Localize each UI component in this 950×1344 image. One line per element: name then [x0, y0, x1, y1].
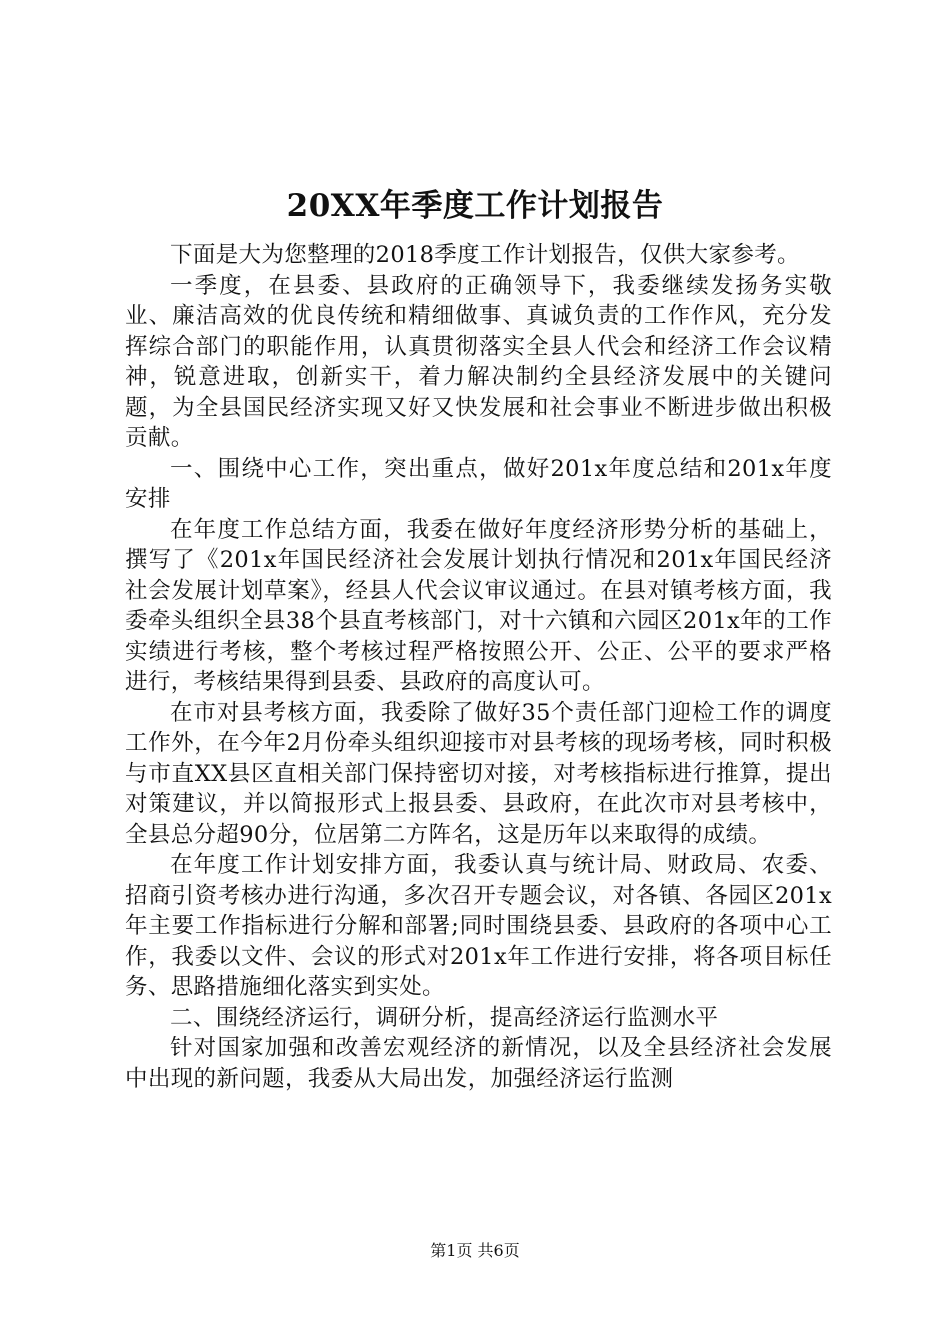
paragraph-q1-summary: 一季度，在县委、县政府的正确领导下，我委继续发扬务实敬业、廉洁高效的优良传统和精细做事、真诚负责的工作作风，充分发挥综合部门的职能作用，认真贯彻落实全县人代会和经济工作会议精神，锐意进取，创新实干，着力解决制约全县经济发展中的关键问题，为全县国民经济实现又好又快发展和社会事业不断进步做出积极贡献。: [125, 272, 832, 451]
document-title: 20XX年季度工作计划报告: [286, 188, 664, 224]
paragraph-intro: 下面是大为您整理的2018季度工作计划报告，仅供大家参考。: [170, 242, 800, 268]
paragraph-annual-summary: 在年度工作总结方面，我委在做好年度经济形势分析的基础上，撰写了《201x年国民经济社会发展计划执行情况和201x年国民经济社会发展计划草案》，经县人代会议审议通过。在县对镇考核方面，我委牵头组织全县38个县直考核部门，对十六镇和六园区201x年的工作实绩进行考核，整个考核过程严格按照公开、公正、公平的要求严格进行，考核结果得到县委、县政府的高度认可。: [125, 516, 832, 695]
paragraph-macro-monitoring: 针对国家加强和改善宏观经济的新情况，以及全县经济社会发展中出现的新问题，我委从大局出发，加强经济运行监测: [125, 1035, 832, 1092]
paragraph-city-assessment: 在市对县考核方面，我委除了做好35个责任部门迎检工作的调度工作外，在今年2月份牵头组织迎接市对县考核的现场考核，同时积极与市直XX县区直相关部门保持密切对接，对考核指标进行推算，提出对策建议，并以简报形式上报县委、县政府，在此次市对县考核中，全县总分超90分，位居第二方阵名，这是历年以来取得的成绩。: [125, 699, 832, 848]
page-footer: 第1页 共6页: [430, 1241, 520, 1260]
document-body: [125, 240, 832, 1094]
section-heading-2: 二、围绕经济运行，调研分析，提高经济运行监测水平: [170, 1004, 719, 1031]
paragraph-annual-plan: 在年度工作计划安排方面，我委认真与统计局、财政局、农委、招商引资考核办进行沟通，多次召开专题会议，对各镇、各园区201x年主要工作指标进行分解和部署;同时围绕县委、县政府的各项中心工作，我委以文件、会议的形式对201x年工作进行安排，将各项目标任务、思路措施细化落实到实处。: [125, 852, 832, 1000]
section-heading-1: 一、围绕中心工作，突出重点，做好201x年度总结和201x年度安排: [125, 455, 832, 512]
